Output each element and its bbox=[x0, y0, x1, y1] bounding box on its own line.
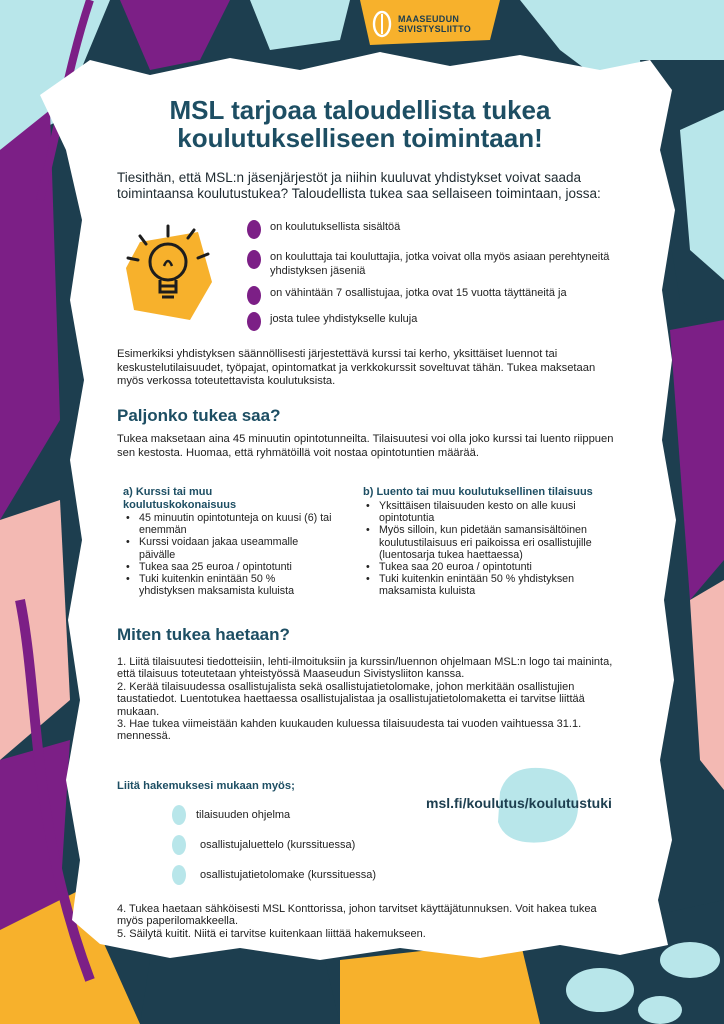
bullet-dot bbox=[247, 286, 261, 305]
criteria-item bbox=[246, 220, 626, 250]
criteria-item bbox=[246, 250, 626, 286]
section-heading-apply: Miten tukea haetaan? bbox=[117, 625, 290, 644]
bullet-dot bbox=[247, 250, 261, 269]
attachment-item bbox=[172, 800, 376, 830]
criteria-item bbox=[246, 286, 626, 312]
criteria-text: josta tulee yhdistykselle kuluja bbox=[270, 313, 418, 325]
examples-text: Esimerkiksi yhdistyksen säännöllisesti järjestettävä kurssi tai kerho, yksittäiset luennot tai keskustelutilaisuudet, työpajat, opintomatkat ja verkkokurssit soveltuvat tähän. Tukea maksetaan myös verkossa toteutettavista koulutuksista. bbox=[117, 348, 596, 388]
step-item: 3. Hae tukea viimeistään kahden kuukauden kuluessa tilaisuudesta tai vuoden vaihtuessa 31.1. mennessä. bbox=[117, 718, 582, 743]
attachment-item bbox=[172, 860, 376, 890]
criteria-text: on kouluttaja tai kouluttajia, jotka voivat olla myös asiaan perehtyneitä yhdistyksen jäseniä bbox=[270, 251, 610, 277]
title-line-2: koulutukselliseen toimintaan! bbox=[177, 123, 543, 153]
column-a bbox=[123, 512, 333, 597]
criteria-list bbox=[246, 220, 626, 332]
final-steps bbox=[117, 903, 617, 940]
attachment-item bbox=[172, 830, 376, 860]
step-item: 5. Säilytä kuitit. Niitä ei tarvitse kuitenkaan liittää hakemukseen. bbox=[117, 927, 426, 940]
page-title bbox=[90, 96, 630, 152]
bullet-dot bbox=[247, 220, 261, 239]
application-steps bbox=[117, 656, 617, 743]
attachments-heading: Liitä hakemuksesi mukaan myös; bbox=[117, 780, 295, 792]
column-b-item: • Tuki kuitenkin enintään 50 % yhdistyksen maksamista kuluista bbox=[363, 573, 633, 597]
intro-text: Tiesithän, että MSL:n jäsenjärjestöt ja niihin kuuluvat yhdistykset voivat saada toimintaansa koulutustukea? Taloudellista tukea saa sellaiseen toimintaan, jossa: bbox=[117, 170, 601, 201]
criteria-text: on vähintään 7 osallistujaa, jotka ovat 15 vuotta täyttäneitä ja bbox=[270, 287, 567, 299]
column-a-item: • Kurssi voidaan jakaa useammalle päivälle bbox=[123, 536, 333, 560]
criteria-text: on koulutuksellista sisältöä bbox=[270, 221, 401, 233]
logo-line-1: MAASEUDUN bbox=[398, 14, 460, 24]
column-a-item: • Tuki kuitenkin enintään 50 % yhdistyksen maksamista kuluista bbox=[123, 573, 333, 597]
logo-text bbox=[398, 14, 471, 34]
step-item: 4. Tukea haetaan sähköisesti MSL Konttorissa, johon tarvitset käyttäjätunnuksen. Voit hakea tukea myös paperilomakkeella. bbox=[117, 903, 597, 928]
attachments-list bbox=[172, 800, 376, 890]
attachment-text: osallistujatietolomake (kurssituessa) bbox=[200, 869, 377, 881]
msl-logo bbox=[372, 10, 471, 38]
leaf-logo-icon bbox=[372, 10, 392, 38]
column-b-item: • Myös silloin, kun pidetään samansisältöinen koulutustilaisuus eri paikoissa eri osallistujille (luentosarja tukea haettaessa) bbox=[363, 524, 633, 561]
column-a-item: • 45 minuutin opintotunteja on kuusi (6) tai enemmän bbox=[123, 512, 333, 536]
attachment-text: osallistujaluettelo (kurssituessa) bbox=[200, 839, 356, 851]
section-heading-amount: Paljonko tukea saa? bbox=[117, 406, 281, 425]
support-url-link[interactable]: msl.fi/koulutus/koulutustuki bbox=[426, 795, 612, 811]
lightbulb-icon bbox=[120, 222, 220, 324]
bullet-dot bbox=[247, 312, 261, 331]
column-b-heading: b) Luento tai muu koulutuksellinen tilaisuus bbox=[363, 486, 593, 498]
amount-text: Tukea maksetaan aina 45 minuutin opintotunneilta. Tilaisuutesi voi olla joko kurssi tai luento riippuen sen kestosta. Huomaa, että ryhmätöillä voit nostaa opintotuntien määrää. bbox=[117, 433, 614, 459]
step-item: 1. Liitä tilaisuutesi tiedotteisiin, lehti-ilmoituksiin ja kurssin/luennon ohjelmaan MSL:n logo tai maininta, että tilaisuus toteutetaan yhteistyössä Maaseudun Sivistysliiton kanssa. bbox=[117, 656, 613, 681]
column-a-heading: a) Kurssi tai muu koulutuskokonaisuus bbox=[123, 486, 237, 511]
bullet-dot bbox=[172, 805, 186, 825]
attachment-text: tilaisuuden ohjelma bbox=[196, 809, 291, 821]
bullet-dot bbox=[172, 865, 186, 885]
logo-line-2: SIVISTYSLIITTO bbox=[398, 24, 472, 34]
bullet-dot bbox=[172, 835, 186, 855]
column-b-item: • Yksittäisen tilaisuuden kesto on alle kuusi opintotuntia bbox=[363, 500, 633, 524]
column-b bbox=[363, 500, 633, 598]
column-b-item: • Tukea saa 20 euroa / opintotunti bbox=[363, 561, 633, 573]
criteria-item bbox=[246, 312, 626, 332]
step-item: 2. Kerää tilaisuudessa osallistujalista sekä osallistujatietolomake, johon merkitään osallistujien taustatiedot. Luentotukea haettaessa osallistujalistaa ja osallistujatietolomaketta ei tarvitse liittää mukaan. bbox=[117, 680, 585, 718]
column-a-item: • Tukea saa 25 euroa / opintotunti bbox=[123, 561, 333, 573]
title-line-1: MSL tarjoaa taloudellista tukea bbox=[169, 95, 551, 125]
